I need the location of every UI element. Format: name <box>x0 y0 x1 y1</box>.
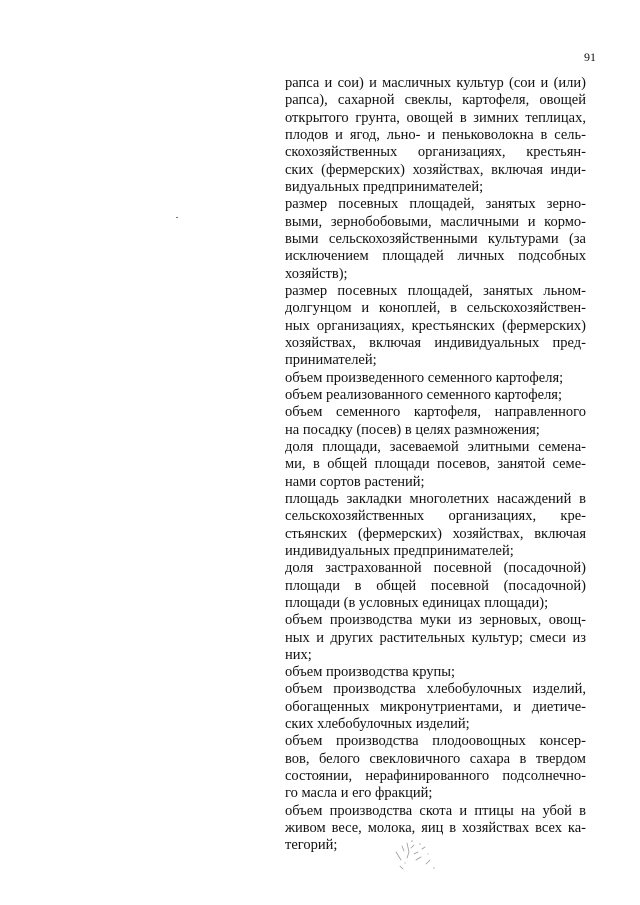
text-line: объем производства скота и птицы на убой в <box>285 802 586 819</box>
scan-speck <box>176 217 178 218</box>
text-line: исключением площадей личных подсобных <box>285 248 586 265</box>
text-line: доля застрахованной посевной (посадочной) <box>285 560 586 577</box>
text-line: го масла и его фракций; <box>285 785 433 802</box>
text-line: рапса), сахарной свеклы, картофеля, овощей <box>285 92 586 109</box>
text-line: на посадку (посев) в целях размножения; <box>285 421 540 438</box>
text-line: принимателей; <box>285 352 377 369</box>
text-line: размер посевных площадей, занятых зерно- <box>285 196 586 213</box>
text-line: обогащенных микронутриентами, и диетиче- <box>285 698 586 715</box>
text-line: видуальных предпринимателей; <box>285 178 484 195</box>
text-line: тегорий; <box>285 837 338 854</box>
body-text <box>285 75 586 855</box>
text-line: объем производства муки из зерновых, овощ- <box>285 612 586 629</box>
text-line: состоянии, нерафинированного подсолнечно- <box>285 768 586 785</box>
text-line: живом весе, молока, яиц в хозяйствах всех ка- <box>285 820 586 837</box>
text-line: сельскохозяйственных организациях, кре- <box>285 508 586 525</box>
text-line: ских (фермерских) хозяйствах, включая инди- <box>285 161 586 178</box>
text-line: хозяйствах, включая индивидуальных пред- <box>285 334 586 351</box>
ink-smudge-mark <box>392 838 440 874</box>
text-line: объем производства крупы; <box>285 664 456 681</box>
text-line: вов, белого свекловичного сахара в твердом <box>285 750 586 767</box>
text-line: объем произведенного семенного картофеля; <box>285 369 564 386</box>
text-line: хозяйств); <box>285 265 348 282</box>
text-line: скохозяйственных организациях, крестьян- <box>285 144 586 161</box>
text-line: объем производства хлебобулочных изделий, <box>285 681 586 698</box>
text-line: ных организациях, крестьянских (фермерских) <box>285 317 586 334</box>
text-line: рапса и сои) и масличных культур (сои и (или) <box>285 75 586 91</box>
text-line: ских хлебобулочных изделий; <box>285 716 470 733</box>
text-line: ми, в общей площади посевов, занятой семе- <box>285 456 586 473</box>
text-line: объем семенного картофеля, направленного <box>285 404 586 421</box>
text-line: стьянских (фермерских) хозяйствах, включая <box>285 525 586 542</box>
text-line: ных и других растительных культур; смеси из <box>285 629 586 646</box>
text-line: выми, зернобобовыми, масличными и кормо- <box>285 213 586 230</box>
text-line: открытого грунта, овощей в зимних теплицах, <box>285 109 586 126</box>
text-line: площади в общей посевной (посадочной) <box>285 577 586 594</box>
text-line: доля площади, засеваемой элитными семена- <box>285 438 586 455</box>
text-line: выми сельскохозяйственными культурами (за <box>285 230 586 247</box>
text-line: площадь закладки многолетних насаждений в <box>285 490 586 507</box>
text-line: них; <box>285 646 312 663</box>
page-number: 91 <box>584 50 596 64</box>
text-line: плодов и ягод, льно- и пеньковолокна в сель- <box>285 126 586 143</box>
text-line: индивидуальных предпринимателей; <box>285 542 514 559</box>
text-line: долгунцом и коноплей, в сельскохозяйствен- <box>285 300 586 317</box>
text-line: объем производства плодоовощных консер- <box>285 733 586 750</box>
text-line: размер посевных площадей, занятых льном- <box>285 282 586 299</box>
text-line: объем реализованного семенного картофеля; <box>285 386 563 403</box>
text-line: нами сортов растений; <box>285 473 425 490</box>
text-line: площади (в условных единицах площади); <box>285 594 549 611</box>
